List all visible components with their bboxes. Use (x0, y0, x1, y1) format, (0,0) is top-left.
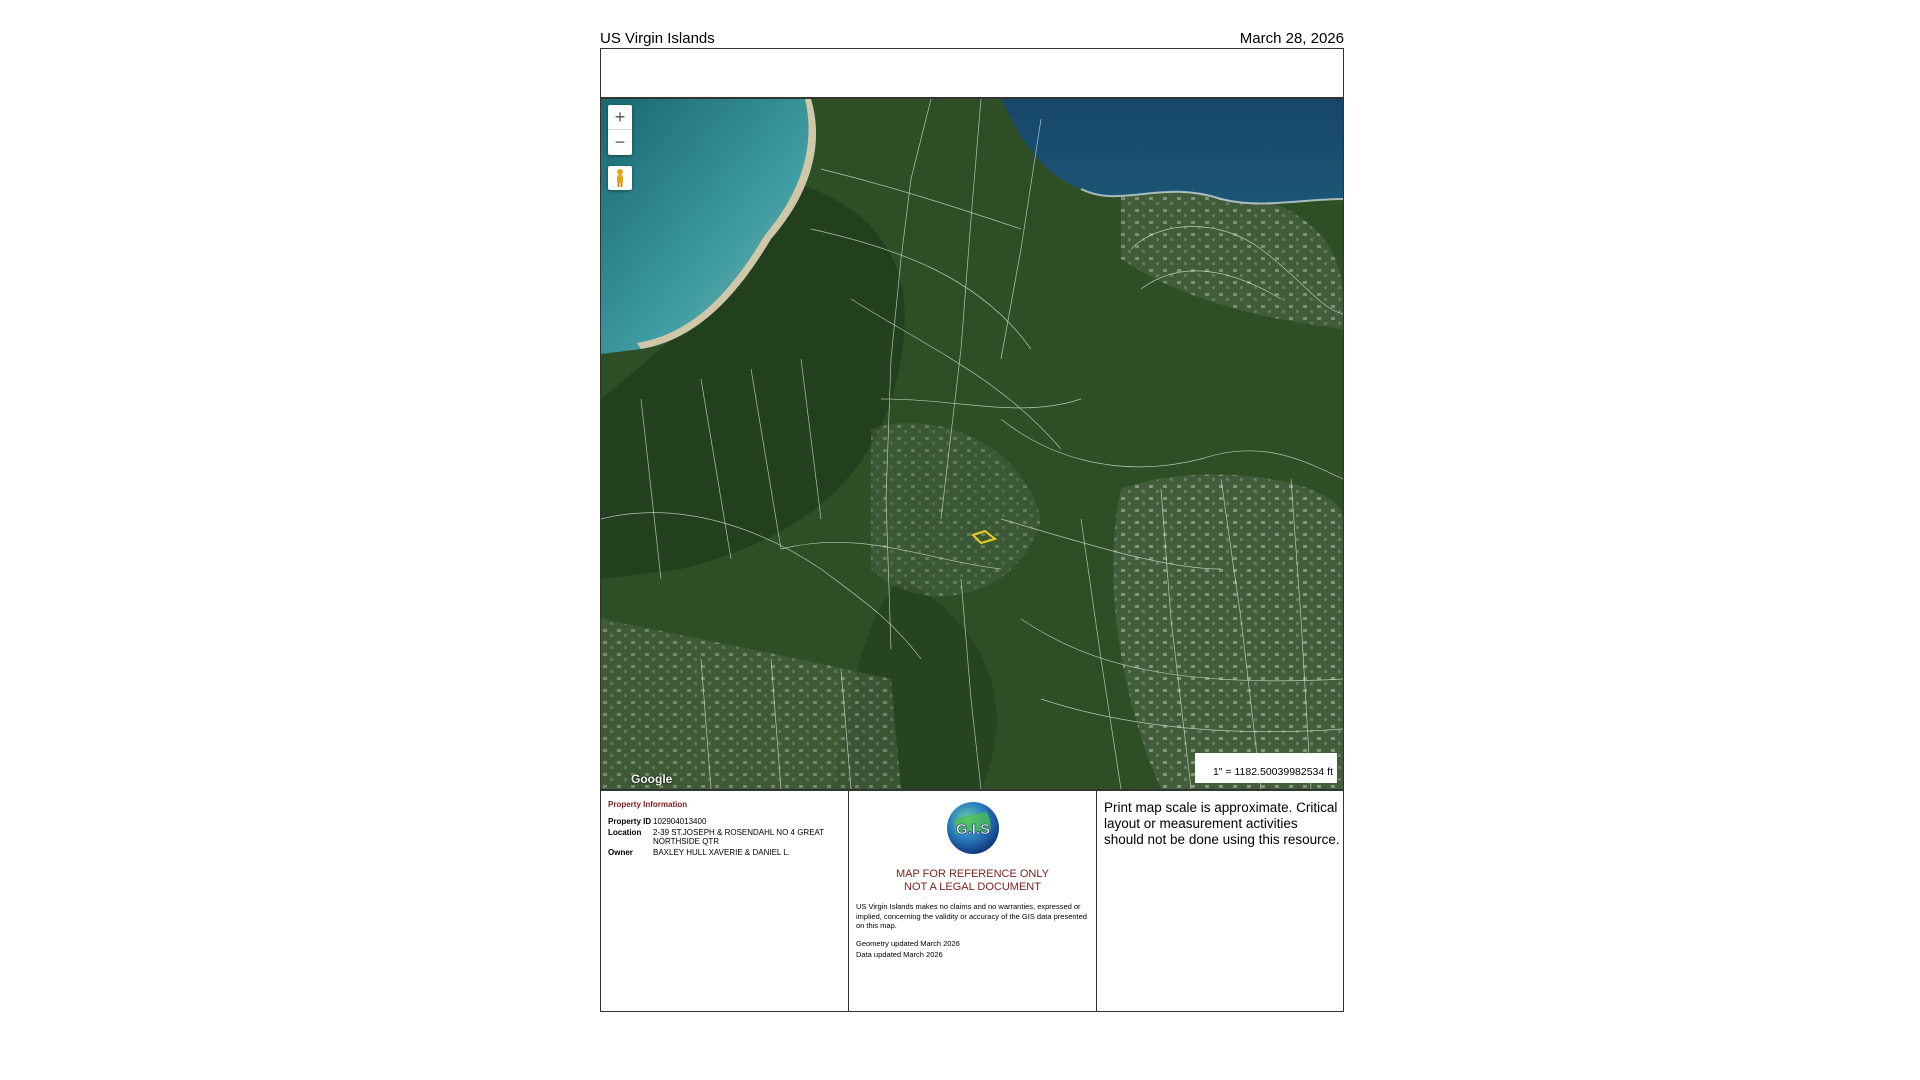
property-info-title: Property Information (608, 800, 688, 809)
property-id-value: 102904013400 (653, 817, 707, 826)
map-view[interactable] (600, 98, 1344, 790)
street-view-pegman-icon[interactable] (608, 166, 632, 190)
table-row (608, 828, 848, 848)
map-title-box (600, 48, 1344, 98)
gis-logo-text: G.I.S (955, 821, 991, 838)
location-value: 2-39 ST.JOSEPH & ROSENDAHL NO 4 GREAT NORTHSIDE QTR (653, 828, 825, 846)
info-section (600, 790, 1344, 1014)
reference-notice-line1: MAP FOR REFERENCE ONLY (895, 868, 1049, 880)
property-info-table (608, 817, 848, 859)
disclaimer-text: US Virgin Islands makes no claims and no warranties, expressed or implied, concerning the validity or accuracy of the GIS data presented on this map. (856, 902, 1087, 930)
property-info-panel (600, 790, 849, 1012)
owner-label: Owner (608, 848, 633, 857)
gis-logo (946, 799, 1000, 861)
print-date: March 28, 2026 (1239, 30, 1344, 47)
table-row (608, 817, 848, 828)
zoom-out-button[interactable]: − (614, 132, 626, 152)
print-note-panel (1096, 790, 1344, 1012)
region-title: US Virgin Islands (600, 30, 715, 47)
data-updated: Data updated March 2026 (856, 950, 943, 959)
google-logo: Google (631, 772, 673, 786)
print-scale-note: Print map scale is approximate. Critical layout or measurement activities should not be done using this resource. (1104, 800, 1340, 847)
owner-value: BAXLEY HULL XAVERIE & DANIEL L. (653, 848, 790, 857)
zoom-control (608, 105, 632, 155)
print-page (600, 28, 1344, 959)
location-label: Location (608, 828, 642, 837)
reference-notice (849, 868, 1096, 894)
map-scale: 1" = 1182.50039982534 ft (1195, 753, 1337, 783)
reference-notice-line2: NOT A LEGAL DOCUMENT (904, 881, 1041, 893)
geometry-updated: Geometry updated March 2026 (856, 939, 960, 948)
property-id-label: Property ID (608, 817, 652, 826)
zoom-in-button[interactable]: + (608, 105, 632, 130)
aerial-map (601, 99, 1343, 789)
page-header (600, 28, 1344, 48)
table-row (608, 848, 848, 859)
notice-panel (848, 790, 1097, 1012)
